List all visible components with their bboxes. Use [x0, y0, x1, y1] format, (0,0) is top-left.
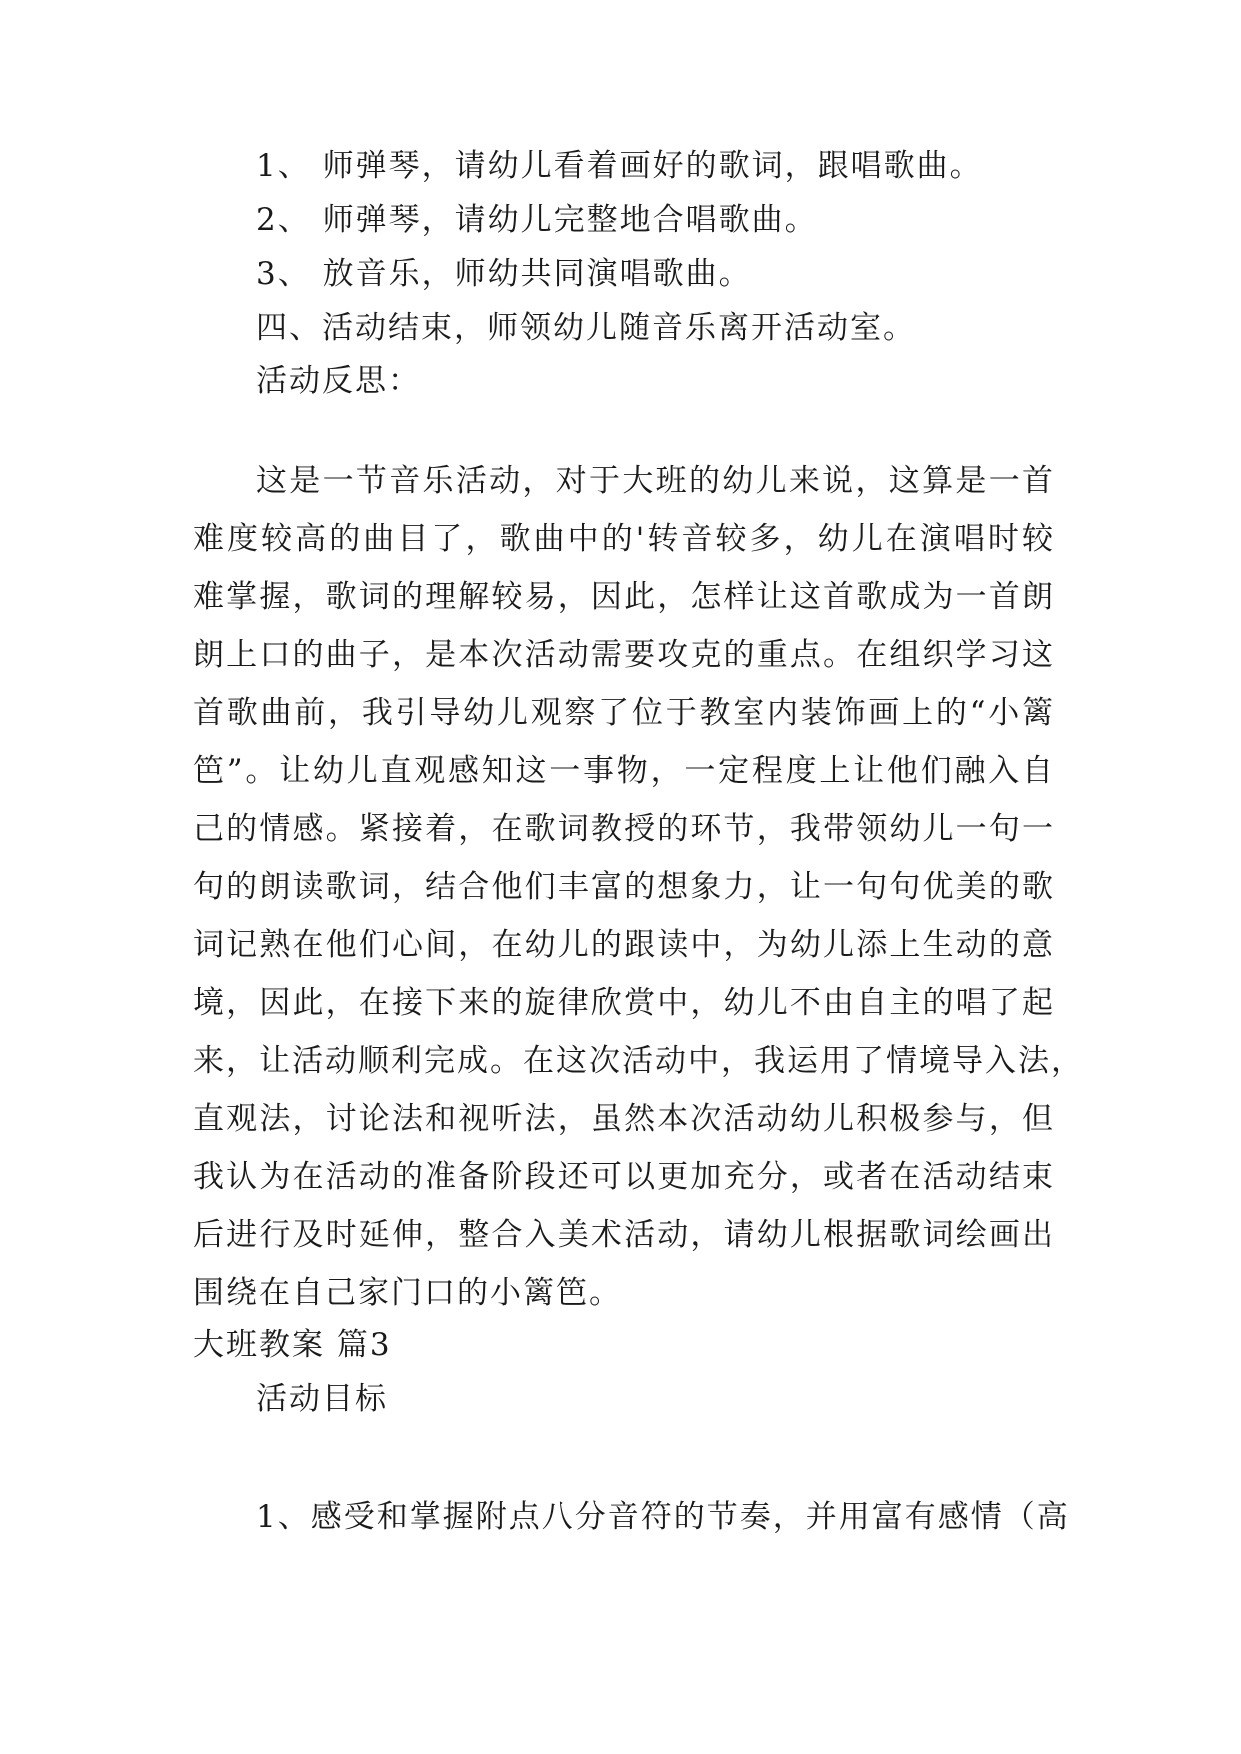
- objectives-heading: 活动目标: [256, 1381, 388, 1417]
- paragraph-line: 境，因此，在接下来的旋律欣赏中，幼儿不由自主的唱了起: [193, 985, 1055, 1021]
- paragraph-line: 首歌曲前，我引导幼儿观察了位于教室内装饰画上的“小篱: [193, 695, 1055, 731]
- step-4: 四、活动结束，师领幼儿随音乐离开活动室。: [256, 310, 916, 346]
- paragraph-line: 这是一节音乐活动，对于大班的幼儿来说，这算是一首: [256, 463, 1055, 499]
- paragraph-line: 难度较高的曲目了，歌曲中的'转音较多，幼儿在演唱时较: [193, 521, 1055, 557]
- paragraph-line: 来，让活动顺利完成。在这次活动中，我运用了情境导入法，: [193, 1043, 1084, 1079]
- reflection-paragraph: [193, 452, 1084, 1322]
- step-3: 3、 放音乐，师幼共同演唱歌曲。: [256, 256, 752, 292]
- paragraph-line: 后进行及时延伸，整合入美术活动，请幼儿根据歌词绘画出: [193, 1217, 1055, 1253]
- paragraph-line: 围绕在自己家门口的小篱笆。: [193, 1275, 622, 1311]
- paragraph-line: 我认为在活动的准备阶段还可以更加充分，或者在活动结束: [193, 1159, 1055, 1195]
- objective-1: 1、感受和掌握附点八分音符的节奏，并用富有感情（高: [256, 1499, 1070, 1535]
- paragraph-line: 难掌握，歌词的理解较易，因此，怎样让这首歌成为一首朗: [193, 579, 1055, 615]
- step-2: 2、 师弹琴，请幼儿完整地合唱歌曲。: [256, 202, 818, 238]
- paragraph-line: 笆”。让幼儿直观感知这一事物，一定程度上让他们融入自: [193, 753, 1055, 789]
- paragraph-line: 句的朗读歌词，结合他们丰富的想象力，让一句句优美的歌: [193, 869, 1055, 905]
- section-title: 大班教案 篇3: [193, 1327, 392, 1363]
- paragraph-line: 己的情感。紧接着，在歌词教授的环节，我带领幼儿一句一: [193, 811, 1055, 847]
- step-1: 1、 师弹琴，请幼儿看着画好的歌词，跟唱歌曲。: [256, 148, 983, 184]
- paragraph-line: 词记熟在他们心间，在幼儿的跟读中，为幼儿添上生动的意: [193, 927, 1055, 963]
- paragraph-line: 朗上口的曲子，是本次活动需要攻克的重点。在组织学习这: [193, 637, 1055, 673]
- reflection-heading: 活动反思：: [256, 363, 421, 399]
- paragraph-line: 直观法，讨论法和视听法，虽然本次活动幼儿积极参与，但: [193, 1101, 1055, 1137]
